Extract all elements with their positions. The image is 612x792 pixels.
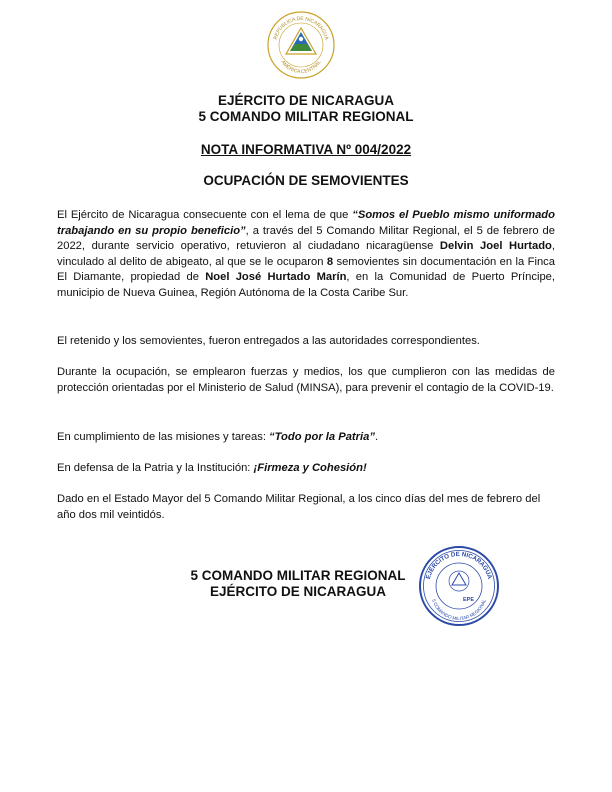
paragraph-3 [57,365,555,396]
paragraph-4 [57,430,555,446]
organization-heading [0,93,612,125]
org-line-1: EJÉRCITO DE NICARAGUA [217,93,395,108]
p1-owner: Noel José Hurtado Marín [205,271,347,283]
org-line-2: 5 COMANDO MILITAR REGIONAL [198,109,414,124]
nota-title: NOTA INFORMATIVA Nº 004/2022 [200,142,412,157]
p4-text-1: En cumplimiento de las misiones y tareas: [57,431,270,443]
p1-text-2: , a través del 5 Comando Militar Regional, el 5 de febrero de 2022, durante servicio operativo, retuvieron al ciudadano nicaragüense [57,224,556,252]
p1-person: Delvin Joel Hurtado [439,240,552,252]
signature-block [178,568,418,600]
signature-line-1: 5 COMANDO MILITAR REGIONAL [190,568,406,583]
p1-text-5: , en la Comunidad de Puerto Príncipe, municipio de Nueva Guinea, Región Autónoma de la Costa Caribe Sur. [57,271,555,299]
svg-text:5 COMANDO MILITAR REGIONAL: 5 COMANDO MILITAR REGIONAL [431,598,487,622]
p1-text-3: , vinculado al delito de abigeato, al que se le ocuparon [57,240,555,268]
p5-motto: ¡Firmeza y Cohesión! [253,462,367,474]
p1-count: 8 [326,255,334,268]
p5-text-1: En defensa de la Patria y la Institución: [57,462,254,474]
svg-text:AMÉRICA CENTRAL: AMÉRICA CENTRAL [279,59,323,76]
p1-text-4: semovientes sin documentación en la Finca El Diamante, propiedad de [57,255,555,283]
p4-text-2: . [374,431,379,443]
p1-motto: “Somos el Pueblo mismo uniformado trabajando en su propio beneficio” [57,209,555,237]
svg-text:EJÉRCITO DE NICARAGUA: EJÉRCITO DE NICARAGUA [424,550,494,581]
p3-text: Durante la ocupación, se emplearon fuerzas y medios, los que cumplieron con las medidas de protección orientadas por el Ministerio de Salud (MINSA), para prevenir el contagio de la COVID-19. [57,366,555,394]
p4-motto: “Todo por la Patria” [269,431,375,443]
signature-line-2: EJÉRCITO DE NICARAGUA [209,584,387,599]
svg-text:REPÚBLICA DE NICARAGUA: REPÚBLICA DE NICARAGUA [272,15,330,41]
nicaragua-coat-of-arms-icon [266,10,336,80]
subject-heading: OCUPACIÓN DE SEMOVIENTES [203,173,409,188]
army-stamp-icon [418,545,500,627]
p1-text-1: El Ejército de Nicaragua consecuente con el lema de que [57,209,353,221]
svg-text:EPE: EPE [463,597,475,603]
paragraph-6 [57,492,555,523]
paragraph-1 [57,208,555,301]
p2-text: El retenido y los semovientes, fueron entregados a las autoridades correspondientes. [57,335,480,347]
p6-text: Dado en el Estado Mayor del 5 Comando Militar Regional, a los cinco días del mes de febrero del año dos mil veintidós. [57,493,541,521]
paragraph-5 [57,461,555,477]
paragraph-2 [57,334,555,350]
